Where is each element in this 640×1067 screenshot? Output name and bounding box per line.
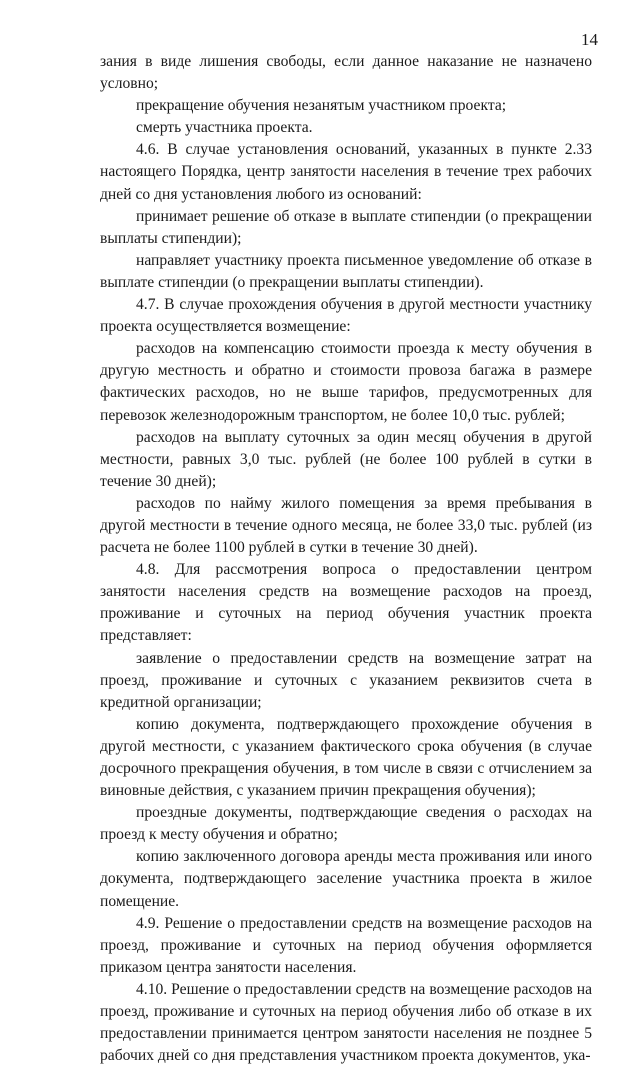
paragraph-clause-4-6: 4.6. В случае установления оснований, указанных в пункте 2.33 настоящего Порядка, центр занятости населения в течение трех рабочих дней со дня установления любого из оснований: bbox=[100, 141, 592, 203]
paragraph-clause-4-9: 4.9. Решение о предоставлении средств на возмещение расходов на проезд, проживание и суточных на период обучения оформляется приказом центра занятости населения. bbox=[100, 914, 592, 976]
paragraph-list-item: расходов на выплату суточных за один месяц обучения в другой местности, равных 3,0 тыс. рублей (не более 100 рублей в сутки в течение 30 дней); bbox=[100, 428, 592, 490]
paragraph-list-item: расходов на компенсацию стоимости проезда к месту обучения в другую местность и обратно и стоимости провоза багажа в размере фактических расходов, но не выше тарифов, предусмотренных для перевозок железнодорожным транспортом, не более 10,0 тыс. рублей; bbox=[100, 340, 592, 424]
document-body bbox=[100, 51, 592, 1067]
paragraph-clause-4-10: 4.10. Решение о предоставлении средств на возмещение расходов на проезд, проживание и суточных на период обучения либо об отказе в их предоставлении принимается центром занятости населения не позднее 5 рабочих дней со дня представления участником проекта документов, ука- bbox=[100, 980, 592, 1065]
paragraph-list-item: направляет участнику проекта письменное уведомление об отказе в выплате стипендии (о прекращении выплаты стипендии). bbox=[100, 251, 592, 291]
paragraph-list-item: прекращение обучения незанятым участником проекта; bbox=[136, 97, 507, 115]
paragraph-list-item: копию документа, подтверждающего прохождение обучения в другой местности, с указанием фактического срока обучения (в случае досрочного прекращения обучения, в том числе в связи с отчислением за виновные действия, с указанием причин прекращения обучения); bbox=[100, 715, 592, 800]
paragraph-list-item: копию заключенного договора аренды места проживания или иного документа, подтверждающего заселение участника проекта в жилое помещение. bbox=[100, 848, 592, 910]
page-number: 14 bbox=[581, 30, 598, 49]
paragraph-list-item: заявление о предоставлении средств на возмещение затрат на проезд, проживание и суточных с указанием реквизитов счета в кредитной организации; bbox=[100, 649, 592, 711]
paragraph-list-item: расходов по найму жилого помещения за время пребывания в другой местности в течение одного месяца, не более 33,0 тыс. рублей (из расчета не более 1100 рублей в сутки в течение 30 дней). bbox=[100, 494, 592, 557]
paragraph-list-item: принимает решение об отказе в выплате стипендии (о прекращении выплаты стипендии); bbox=[100, 207, 592, 247]
paragraph-continuation: зания в виде лишения свободы, если данное наказание не назначено условно; bbox=[100, 53, 592, 93]
paragraph-list-item: смерть участника проекта. bbox=[136, 119, 313, 137]
paragraph-list-item: проездные документы, подтверждающие сведения о расходах на проезд к месту обучения и обратно; bbox=[100, 804, 592, 844]
paragraph-clause-4-7: 4.7. В случае прохождения обучения в другой местности участнику проекта осуществляется возмещение: bbox=[100, 296, 592, 336]
paragraph-clause-4-8: 4.8. Для рассмотрения вопроса о предоставлении центром занятости населения средств на возмещение расходов на проезд, проживание и суточных на период обучения участник проекта представляет: bbox=[100, 561, 592, 645]
